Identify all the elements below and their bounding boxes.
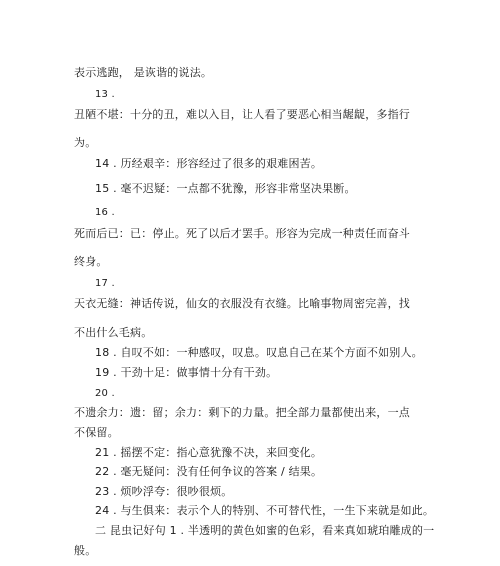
text-line: 丑陋不堪：十分的丑，难以入目，让人看了要恶心相当龌龊，多指行 [74,108,410,121]
text-line: 不出什么毛病。 [74,326,153,339]
text-line: 为。 [74,136,97,149]
text-line: 22 . 毫无疑问：没有任何争议的答案 / 结果。 [95,465,323,478]
text-line: 21 . 摇摆不定：指心意犹豫不决，来回变化。 [95,446,323,459]
text-line: 19 . 干劲十足：做事情十分有干劲。 [95,366,278,379]
text-line: 不遗余力：遗：留；余力：剩下的力量。把全部力量都使出来，一点 [74,406,410,419]
text-line: 15 . 毫不迟疑：一点都不犹豫，形容非常坚决果断。 [95,182,356,195]
text-line: 18 . 自叹不如：一种感叹，叹息。叹息自己在某个方面不如别人。 [95,346,423,359]
text-line: 23 . 烦吵浮夸：很吵很烦。 [95,485,233,498]
text-line: 二 昆虫记好句 1 . 半透明的黄色如蜜的色彩，看来真如琥珀雕成的一 [95,524,435,537]
item-number: 20 . [95,388,115,399]
text-line: 天衣无缝：神话传说，仙女的衣服没有衣缝。比喻事物周密完善，找 [74,297,410,310]
text-line: 24 . 与生俱来：表示个人的特别、不可替代性，一生下来就是如此。 [95,504,435,517]
text-line: 不保留。 [74,426,119,439]
text-line: 14 . 历经艰辛：形容经过了很多的艰难困苦。 [95,157,323,170]
text-line: 般。 [74,544,97,557]
text-line: 终身。 [74,255,108,268]
item-number: 16 . [95,207,115,218]
text-line: 表示逃跑， 是诙谐的说法。 [74,66,213,79]
item-number: 17 . [95,278,115,289]
text-line: 死而后已：已：停止。死了以后才罢手。形容为完成一种责任而奋斗 [74,227,410,240]
item-number: 13 . [95,89,115,100]
